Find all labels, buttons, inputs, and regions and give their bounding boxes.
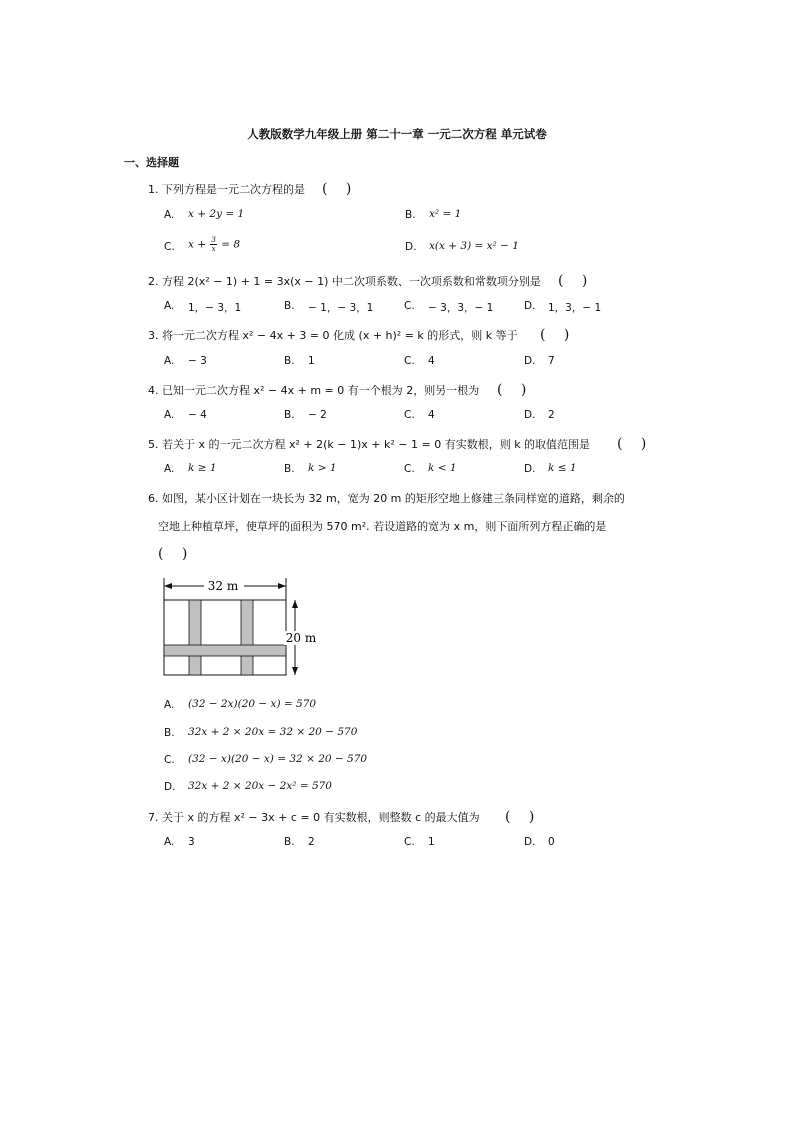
question-1-answer-paren: ( ) [322, 181, 352, 197]
q2-option-b-label: B. [284, 300, 295, 312]
q2-option-b: − 1，− 3，1 [308, 302, 374, 314]
q1-option-a-label: A. [164, 209, 175, 221]
q4-option-c-label: C. [404, 409, 415, 421]
q1-option-c-numerator: 3 [211, 236, 216, 244]
q4-option-a-label: A. [164, 409, 175, 421]
q6-option-c-label: C. [164, 754, 175, 766]
horizontal-road [164, 645, 286, 656]
q7-option-b-label: B. [284, 836, 295, 848]
q2-option-a: 1，− 3，1 [188, 302, 242, 314]
q2-option-c: − 3，3，− 1 [428, 302, 494, 314]
q6-option-c: (32 − x)(20 − x) = 32 × 20 − 570 [188, 753, 368, 765]
vertical-road-2 [241, 600, 253, 675]
question-7-answer-paren: ( ) [505, 809, 535, 825]
q1-option-a: x + 2y = 1 [188, 208, 245, 220]
width-label: 32 m [207, 579, 239, 593]
q3-option-d-label: D. [524, 355, 536, 367]
question-5-answer-paren: ( ) [617, 436, 647, 452]
q4-option-c: 4 [428, 409, 435, 421]
q1-option-b: x² = 1 [429, 208, 462, 220]
q1-option-b-label: B. [405, 209, 416, 221]
q4-option-d-label: D. [524, 409, 536, 421]
q1-option-c-pre: x + [188, 238, 207, 251]
width-arrow-right-head [278, 583, 286, 589]
q3-option-b-label: B. [284, 355, 295, 367]
question-4-stem: 4. 已知一元二次方程 x² − 4x + m = 0 有一个根为 2，则另一根为 [148, 384, 480, 397]
q1-option-c-label: C. [164, 241, 175, 253]
q6-option-b-label: B. [164, 727, 175, 739]
question-6-line-2: 空地上种植草坪，使草坪的面积为 570 m². 若设道路的宽为 x m，则下面所列方程正确的是 [158, 520, 607, 533]
q5-option-c-label: C. [404, 463, 415, 475]
q1-option-c-denominator: x [211, 245, 216, 253]
q3-option-a-label: A. [164, 355, 175, 367]
q3-option-a: − 3 [188, 355, 207, 367]
height-arrow-top-head [292, 600, 298, 608]
question-3-stem: 3. 将一元二次方程 x² − 4x + 3 = 0 化成 (x + h)² = k 的形式，则 k 等于 [148, 329, 518, 342]
q5-option-a-label: A. [164, 463, 175, 475]
q4-option-d: 2 [548, 409, 555, 421]
q4-option-a: − 4 [188, 409, 207, 421]
q2-option-d: 1，3，− 1 [548, 302, 602, 314]
height-arrow-bottom-head [292, 667, 298, 675]
q6-option-b: 32x + 2 × 20x = 32 × 20 − 570 [188, 726, 358, 738]
q7-option-a: 3 [188, 836, 195, 848]
q7-option-c-label: C. [404, 836, 415, 848]
height-label: 20 m [285, 631, 317, 645]
width-arrow-left-head [164, 583, 172, 589]
question-2-answer-paren: ( ) [558, 273, 588, 289]
question-5-stem: 5. 若关于 x 的一元二次方程 x² + 2(k − 1)x + k² − 1 = 0 有实数根，则 k 的取值范围是 [148, 438, 591, 451]
q2-option-c-label: C. [404, 300, 415, 312]
q7-option-a-label: A. [164, 836, 175, 848]
q1-option-c-fraction [210, 236, 216, 253]
q2-option-a-label: A. [164, 300, 175, 312]
q3-option-c-label: C. [404, 355, 415, 367]
q1-option-d-label: D. [405, 241, 417, 253]
q4-option-b: − 2 [308, 409, 327, 421]
question-1-stem: 1. 下列方程是一元二次方程的是 [148, 183, 305, 196]
q5-option-d-label: D. [524, 463, 536, 475]
q7-option-c: 1 [428, 836, 435, 848]
page-title: 人教版数学九年级上册 第二十一章 一元二次方程 单元试卷 [247, 127, 547, 141]
q1-option-d: x(x + 3) = x² − 1 [429, 240, 519, 252]
q5-option-d: k ≤ 1 [548, 462, 577, 474]
q5-option-b-label: B. [284, 463, 295, 475]
q3-option-d: 7 [548, 355, 555, 367]
question-2-stem: 2. 方程 2(x² − 1) + 1 = 3x(x − 1) 中二次项系数、一次项系数和常数项分别是 [148, 275, 541, 288]
q1-option-c [188, 236, 240, 253]
question-6-line-1: 6. 如图，某小区计划在一块长为 32 m，宽为 20 m 的矩形空地上修建三条同样宽的道路，剩余的 [148, 492, 625, 505]
section-heading: 一、选择题 [124, 156, 179, 169]
question-4-answer-paren: ( ) [497, 382, 527, 398]
q4-option-b-label: B. [284, 409, 295, 421]
q2-option-d-label: D. [524, 300, 536, 312]
q7-option-d-label: D. [524, 836, 536, 848]
question-6-answer-paren: ( ) [158, 546, 188, 562]
q3-option-b: 1 [308, 355, 315, 367]
q7-option-d: 0 [548, 836, 555, 848]
vertical-road-1 [189, 600, 201, 675]
q5-option-a: k ≥ 1 [188, 462, 217, 474]
q5-option-c: k < 1 [428, 462, 457, 474]
q1-option-c-post: = 8 [221, 238, 241, 251]
question-3-answer-paren: ( ) [540, 327, 570, 343]
q6-option-d-label: D. [164, 781, 176, 793]
q3-option-c: 4 [428, 355, 435, 367]
q6-option-d: 32x + 2 × 20x − 2x² = 570 [188, 780, 332, 792]
q7-option-b: 2 [308, 836, 315, 848]
q6-option-a-label: A. [164, 699, 175, 711]
question-7-stem: 7. 关于 x 的方程 x² − 3x + c = 0 有实数根，则整数 c 的最大值为 [148, 811, 480, 824]
lot-rectangle [164, 600, 286, 675]
q5-option-b: k > 1 [308, 462, 337, 474]
road-diagram [150, 574, 320, 690]
q6-option-a: (32 − 2x)(20 − x) = 570 [188, 698, 317, 710]
